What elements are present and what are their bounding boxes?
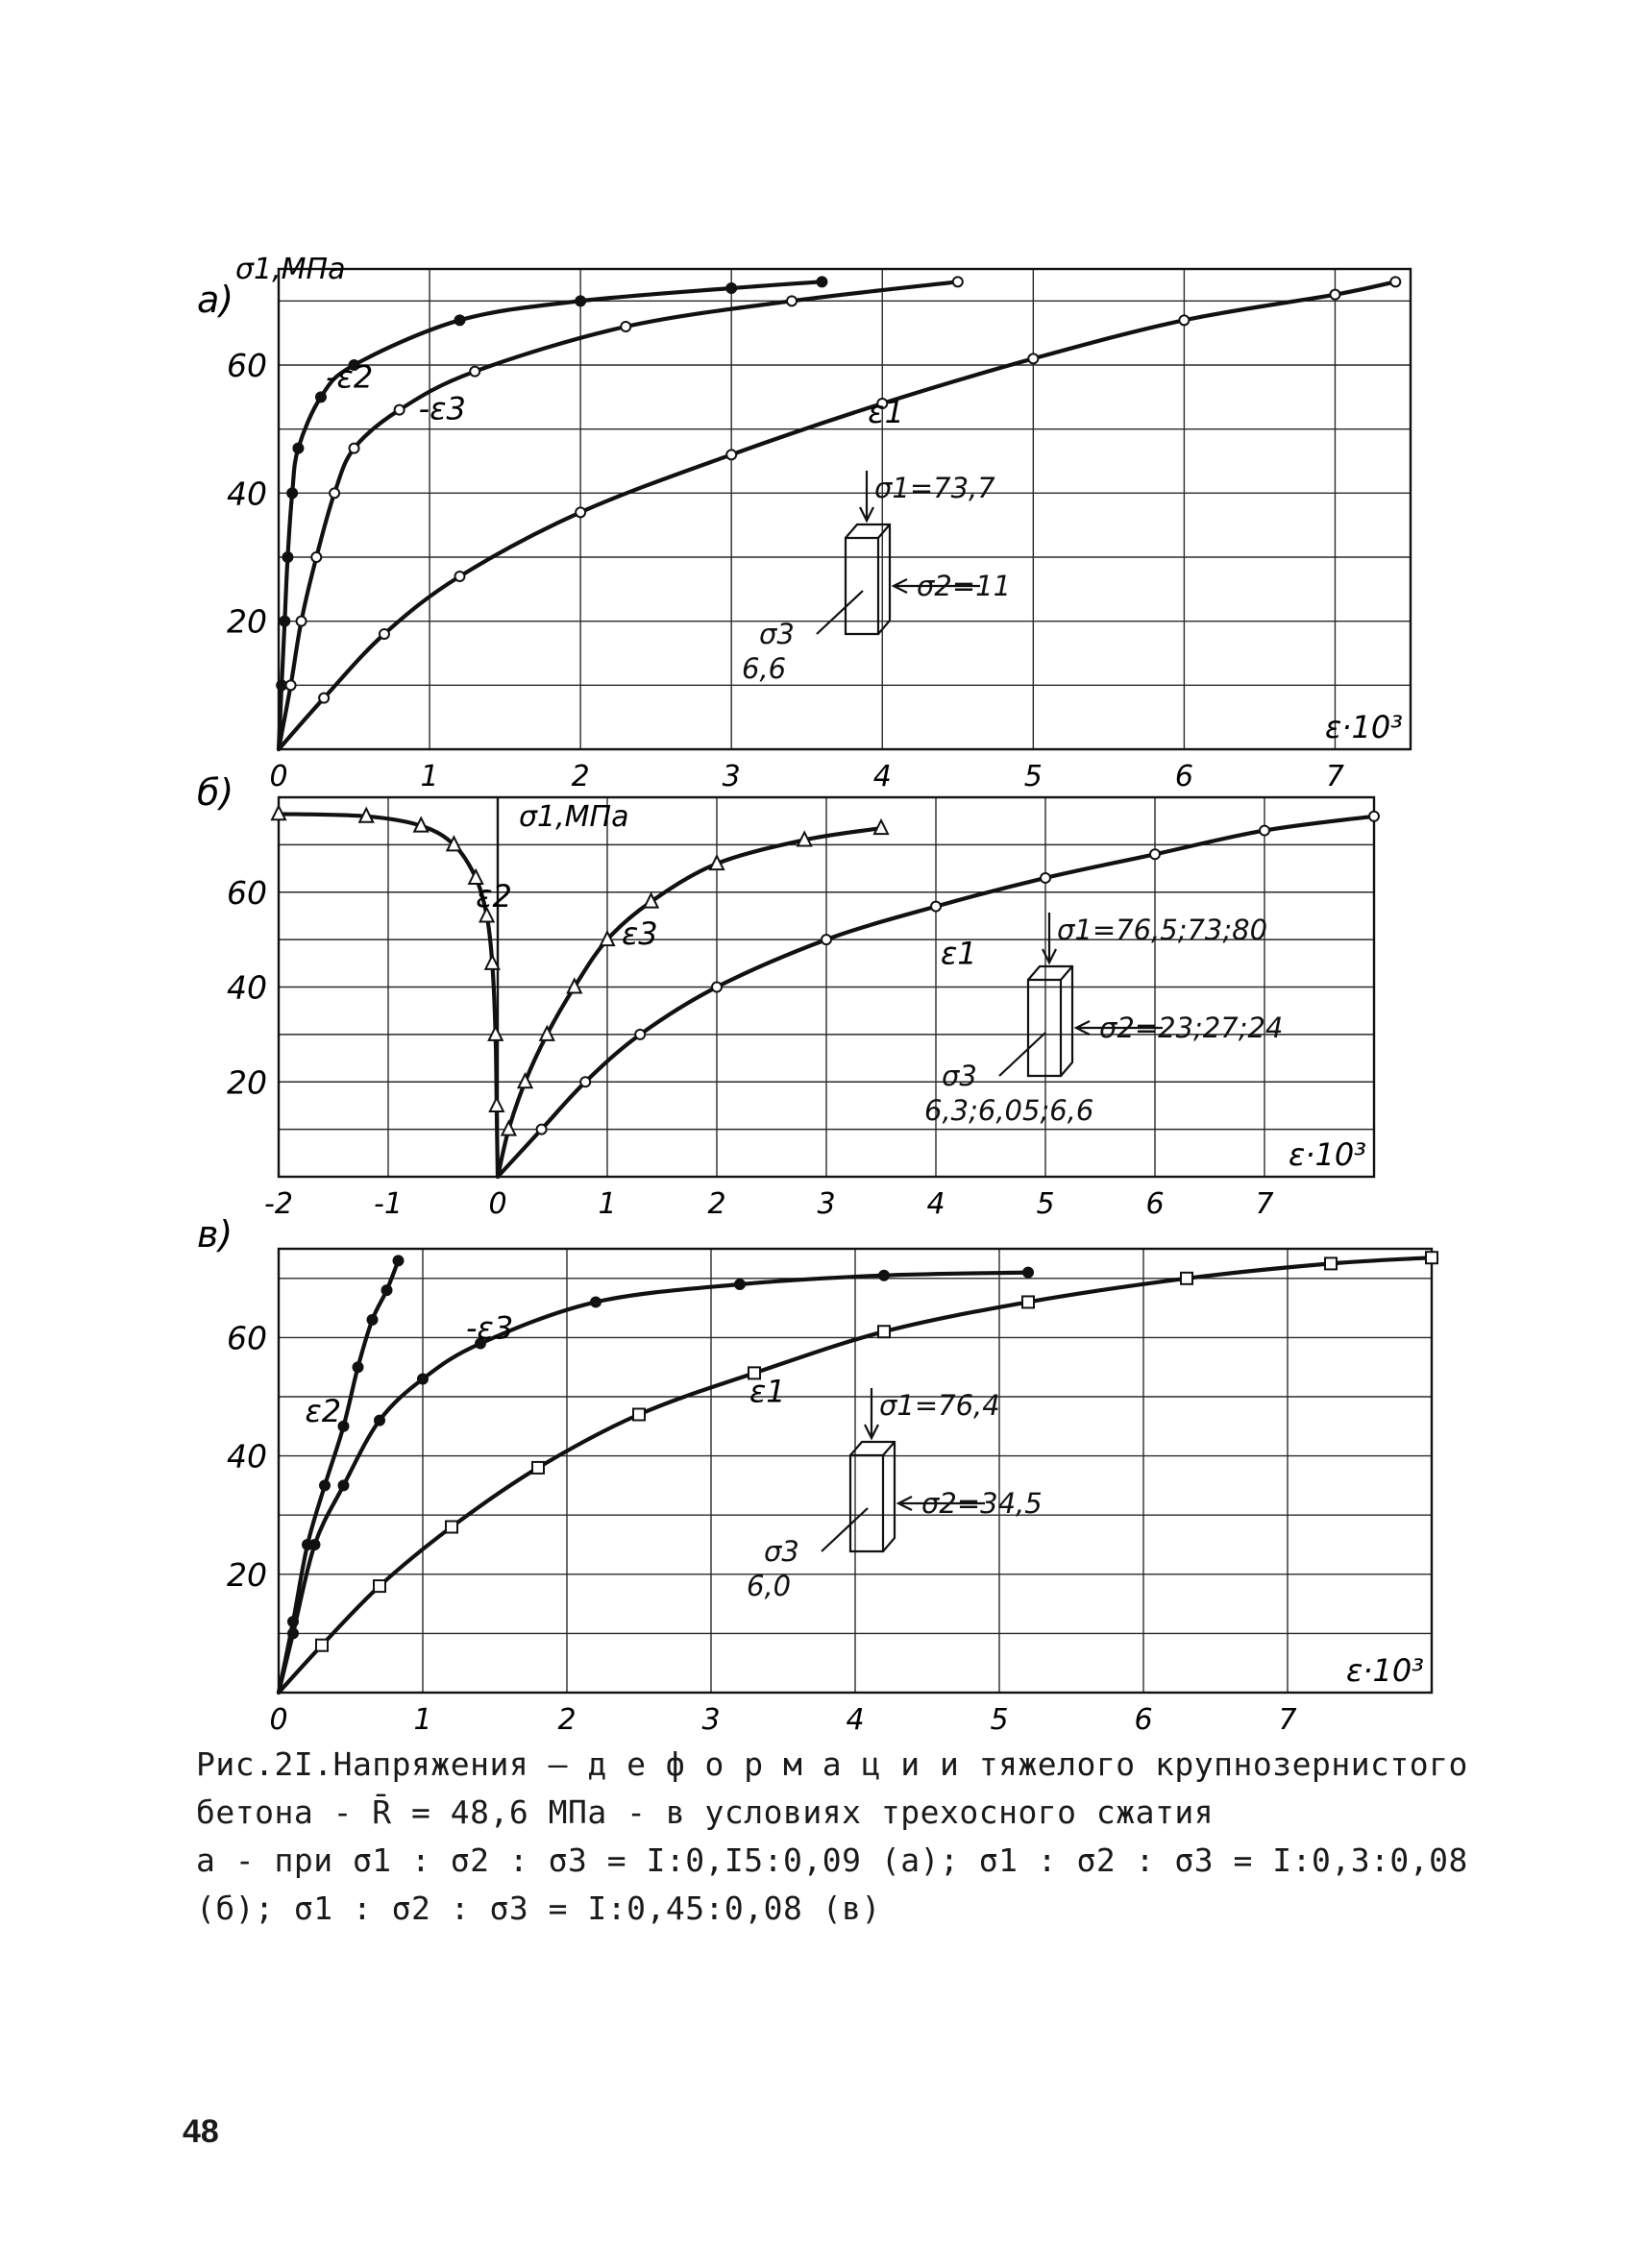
data-point [297, 617, 307, 626]
data-point [537, 1125, 547, 1134]
x-tick-label: -1 [374, 1187, 403, 1221]
x-tick-label: 7 [1325, 760, 1345, 793]
x-tick-label: 3 [701, 1703, 721, 1737]
data-point [1426, 1252, 1437, 1263]
caption-line-2: бетона - R̄ = 48,6 МПа - в условиях трехосного сжатия [196, 1793, 1215, 1831]
data-point [1390, 277, 1400, 286]
caption-line-1: Рис.2I.Напряжения — д е ф о р м а ц и и тяжелого крупнозернистого [196, 1745, 1468, 1783]
data-point [621, 322, 630, 331]
sigma1-arrow [860, 471, 873, 521]
data-point [454, 315, 464, 325]
data-point [726, 283, 736, 293]
data-point [633, 1408, 645, 1420]
x-tick-label: 5 [1036, 1187, 1055, 1221]
x-tick-label: 4 [872, 760, 892, 793]
data-point [1028, 354, 1038, 363]
series-ε1 [279, 1252, 1437, 1693]
sigma2-label: σ2=11 [917, 570, 1012, 602]
data-point [375, 1416, 384, 1426]
sigma2-label: σ2=23;27;24 [1099, 1012, 1284, 1044]
data-point [576, 507, 585, 517]
sigma1-arrow [1043, 913, 1056, 963]
data-point [1260, 826, 1269, 836]
data-point [316, 1640, 328, 1651]
data-point [878, 1326, 890, 1337]
data-point [490, 1098, 503, 1111]
specimen-prism [846, 524, 890, 634]
data-point [591, 1297, 601, 1306]
series-label: ε3 [622, 915, 658, 953]
y-tick-label: 60 [227, 1319, 267, 1357]
x-axis-title: ε·10³ [1324, 709, 1403, 745]
panel-label: б) [197, 771, 234, 814]
plot-frame [279, 269, 1411, 749]
data-point [446, 1522, 457, 1533]
data-point [280, 617, 289, 626]
data-point [817, 277, 826, 286]
y-tick-label: 20 [227, 1063, 267, 1102]
y-tick-label: 60 [227, 873, 267, 912]
x-tick-label: 0 [269, 1703, 288, 1737]
x-tick-label: 7 [1255, 1187, 1274, 1221]
series-line [279, 1273, 1028, 1693]
y-axis-title: σ1,MПa [519, 800, 629, 834]
series-label: -ε3 [418, 390, 466, 427]
data-point [822, 935, 831, 944]
x-axis-title: ε·10³ [1345, 1652, 1424, 1689]
series-label: ε1 [868, 394, 904, 430]
data-point [470, 367, 479, 377]
data-point [395, 405, 405, 415]
x-tick-label: 3 [722, 760, 741, 793]
data-point [311, 552, 321, 562]
sigma3-arrow [817, 591, 863, 634]
panel-2 [197, 771, 1379, 1221]
data-point [374, 1580, 385, 1592]
data-point [1369, 812, 1379, 821]
series-label: ε2 [476, 877, 512, 915]
y-tick-label: 20 [227, 1555, 267, 1594]
x-tick-label: 1 [598, 1187, 617, 1221]
data-point [319, 694, 329, 703]
specimen-prism [1028, 966, 1072, 1076]
x-tick-label: 3 [817, 1187, 836, 1221]
data-point [1181, 1273, 1192, 1284]
y-axis-title: σ1,MПa [235, 253, 346, 286]
series--ε3 [279, 277, 963, 749]
x-tick-label: 2 [571, 760, 590, 793]
y-tick-label: 20 [227, 602, 267, 641]
data-point [293, 444, 303, 453]
x-tick-label: 1 [413, 1703, 432, 1737]
sigma1-label: σ1=76,5;73;80 [1057, 914, 1268, 946]
y-tick-label: 60 [227, 347, 267, 384]
data-point [580, 1077, 590, 1086]
data-point [380, 629, 389, 639]
caption-line-4: (б); σ1 : σ2 : σ3 = I:0,45:0,08 (в) [196, 1890, 881, 1927]
data-point [368, 1315, 378, 1325]
x-tick-label: 6 [1134, 1703, 1153, 1737]
sigma1-label: σ1=73,7 [874, 472, 995, 504]
data-point [1325, 1257, 1337, 1269]
data-point [953, 277, 963, 286]
x-tick-label: 2 [557, 1703, 577, 1737]
data-point [519, 1074, 532, 1087]
data-point [502, 1122, 515, 1135]
sigma1-arrow [865, 1388, 878, 1438]
series-line [279, 281, 822, 749]
series-label: ε1 [749, 1373, 786, 1410]
data-point [735, 1280, 745, 1289]
data-point [394, 1256, 404, 1265]
data-point [310, 1540, 320, 1549]
caption-line-3: а - при σ1 : σ2 : σ3 = I:0,I5:0,09 (а); σ1 : σ2 : σ3 = I:0,3:0,08 [196, 1841, 1468, 1879]
data-point [1330, 290, 1339, 300]
data-point [330, 488, 339, 498]
x-tick-label: -2 [264, 1187, 293, 1221]
data-point [1179, 315, 1189, 325]
sigma3-value: 6,6 [742, 652, 787, 685]
series-label: -ε3 [466, 1309, 514, 1347]
data-point [354, 1362, 363, 1372]
data-point [931, 902, 941, 912]
figure-caption [196, 1741, 1474, 1933]
series-label: ε2 [305, 1392, 342, 1429]
data-point [288, 1628, 298, 1638]
data-point [282, 552, 292, 562]
specimen-prism [850, 1442, 895, 1551]
data-point [532, 1462, 544, 1474]
x-tick-label: 2 [707, 1187, 726, 1221]
x-axis-title: ε·10³ [1288, 1136, 1366, 1173]
sigma2-label: σ2=34,5 [921, 1487, 1043, 1520]
sigma3-value: 6,0 [747, 1570, 792, 1602]
data-point [1041, 873, 1050, 883]
data-point [1150, 849, 1160, 859]
panel-1 [197, 253, 1411, 793]
x-tick-label: 1 [420, 760, 439, 793]
data-point [787, 296, 797, 305]
grid [279, 1249, 1432, 1693]
y-tick-label: 40 [227, 968, 267, 1007]
x-tick-label: 7 [1278, 1703, 1297, 1737]
panel-3 [197, 1213, 1437, 1737]
data-point [320, 1480, 330, 1490]
series--ε3 [279, 1268, 1033, 1693]
sigma3-arrow [999, 1033, 1045, 1076]
series-label: -ε2 [325, 358, 374, 396]
x-tick-label: 4 [926, 1187, 945, 1221]
series-ε1 [279, 277, 1400, 749]
data-point [879, 1271, 889, 1280]
grid [279, 797, 1374, 1177]
page-number: 48 [183, 2113, 219, 2150]
data-point [576, 296, 585, 305]
data-point [286, 680, 296, 690]
grid [279, 269, 1411, 749]
data-point [350, 444, 359, 453]
data-point [635, 1030, 645, 1039]
data-point [1023, 1268, 1033, 1278]
x-tick-label: 0 [488, 1187, 507, 1221]
y-tick-label: 40 [227, 1437, 267, 1475]
x-tick-label: 6 [1174, 760, 1193, 793]
data-point [418, 1375, 428, 1384]
sigma1-label: σ1=76,4 [879, 1389, 1000, 1422]
y-tick-label: 40 [227, 475, 267, 513]
data-point [287, 488, 297, 498]
x-tick-label: 0 [269, 760, 288, 793]
sigma3-label: σ3 [759, 618, 795, 650]
data-point [489, 1027, 503, 1040]
x-tick-label: 5 [1023, 760, 1043, 793]
sigma3-label: σ3 [764, 1535, 799, 1568]
x-tick-label: 4 [846, 1703, 865, 1737]
sigma3-value: 6,3;6,05;6,6 [924, 1094, 1094, 1127]
data-point [382, 1285, 392, 1295]
series-label: ε1 [941, 935, 977, 972]
data-point [454, 572, 464, 581]
x-tick-label: 6 [1145, 1187, 1165, 1221]
x-tick-label: 5 [990, 1703, 1009, 1737]
panel-label: в) [197, 1213, 233, 1256]
data-point [1022, 1296, 1034, 1307]
data-point [316, 392, 326, 402]
data-point [726, 450, 736, 459]
panel-label: а) [197, 279, 234, 321]
series-line [279, 281, 1395, 749]
series-ε2 [272, 806, 512, 1177]
data-point [712, 983, 722, 992]
data-point [339, 1480, 349, 1490]
sigma3-label: σ3 [942, 1060, 977, 1092]
